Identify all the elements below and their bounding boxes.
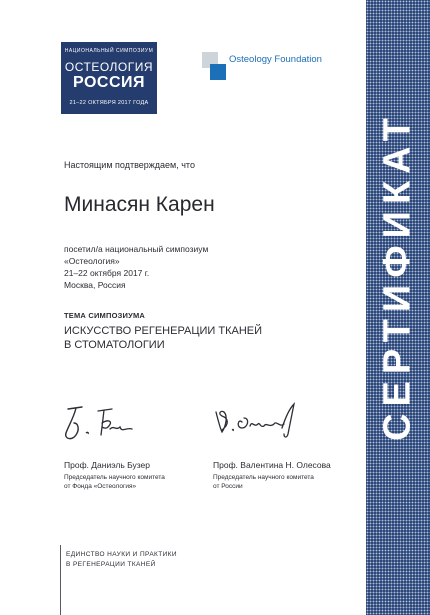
confirm-text: Настоящим подтверждаем, что <box>64 160 195 170</box>
details-line: посетил/а национальный симпозиум <box>64 244 209 254</box>
footer-slogan <box>66 550 177 570</box>
details-line: 21–22 октября 2017 г. <box>64 268 150 278</box>
certificate-title: СЕРТИФИКАТ <box>376 111 419 441</box>
signer-role-buser <box>64 473 165 491</box>
osteology-foundation-logo-icon <box>202 52 226 80</box>
role-line: от Фонда «Остеология» <box>64 483 137 490</box>
attendance-details <box>64 243 208 291</box>
topic-label: ТЕМА СИМПОЗИУМА <box>64 311 146 320</box>
logo-square-blue <box>210 64 226 80</box>
logo-title-line2: РОССИЯ <box>72 74 145 91</box>
signer-name-olesova: Проф. Валентина Н. Олесова <box>213 460 331 470</box>
footer-divider <box>60 545 61 615</box>
details-line: «Остеология» <box>64 256 120 266</box>
role-line: Председатель научного комитета <box>213 474 314 481</box>
signer-role-olesova <box>213 473 314 491</box>
logo-kicker: НАЦИОНАЛЬНЫЙ СИМПОЗИУМ <box>64 48 154 54</box>
role-line: от России <box>213 483 243 490</box>
logo-dates: 21–22 ОКТЯБРЯ 2017 ГОДА <box>69 100 149 106</box>
details-line: Москва, Россия <box>64 280 126 290</box>
topic-line: В СТОМАТОЛОГИИ <box>64 339 165 351</box>
footer-line: ЕДИНСТВО НАУКИ И ПРАКТИКИ <box>66 551 177 558</box>
footer-line: В РЕГЕНЕРАЦИИ ТКАНЕЙ <box>66 561 156 568</box>
recipient-name: Минасян Карен <box>64 193 215 216</box>
signer-name-buser: Проф. Даниэль Бузер <box>64 460 151 470</box>
foundation-name: Osteology Foundation <box>229 54 322 65</box>
signature-olesova <box>212 398 312 443</box>
logo-title-line1: ОСТЕОЛОГИЯ <box>64 60 154 74</box>
symposium-logo <box>61 42 157 114</box>
signature-buser <box>62 403 142 443</box>
topic-title <box>64 324 262 352</box>
topic-line: ИСКУССТВО РЕГЕНЕРАЦИИ ТКАНЕЙ <box>64 325 263 337</box>
role-line: Председатель научного комитета <box>64 474 165 481</box>
